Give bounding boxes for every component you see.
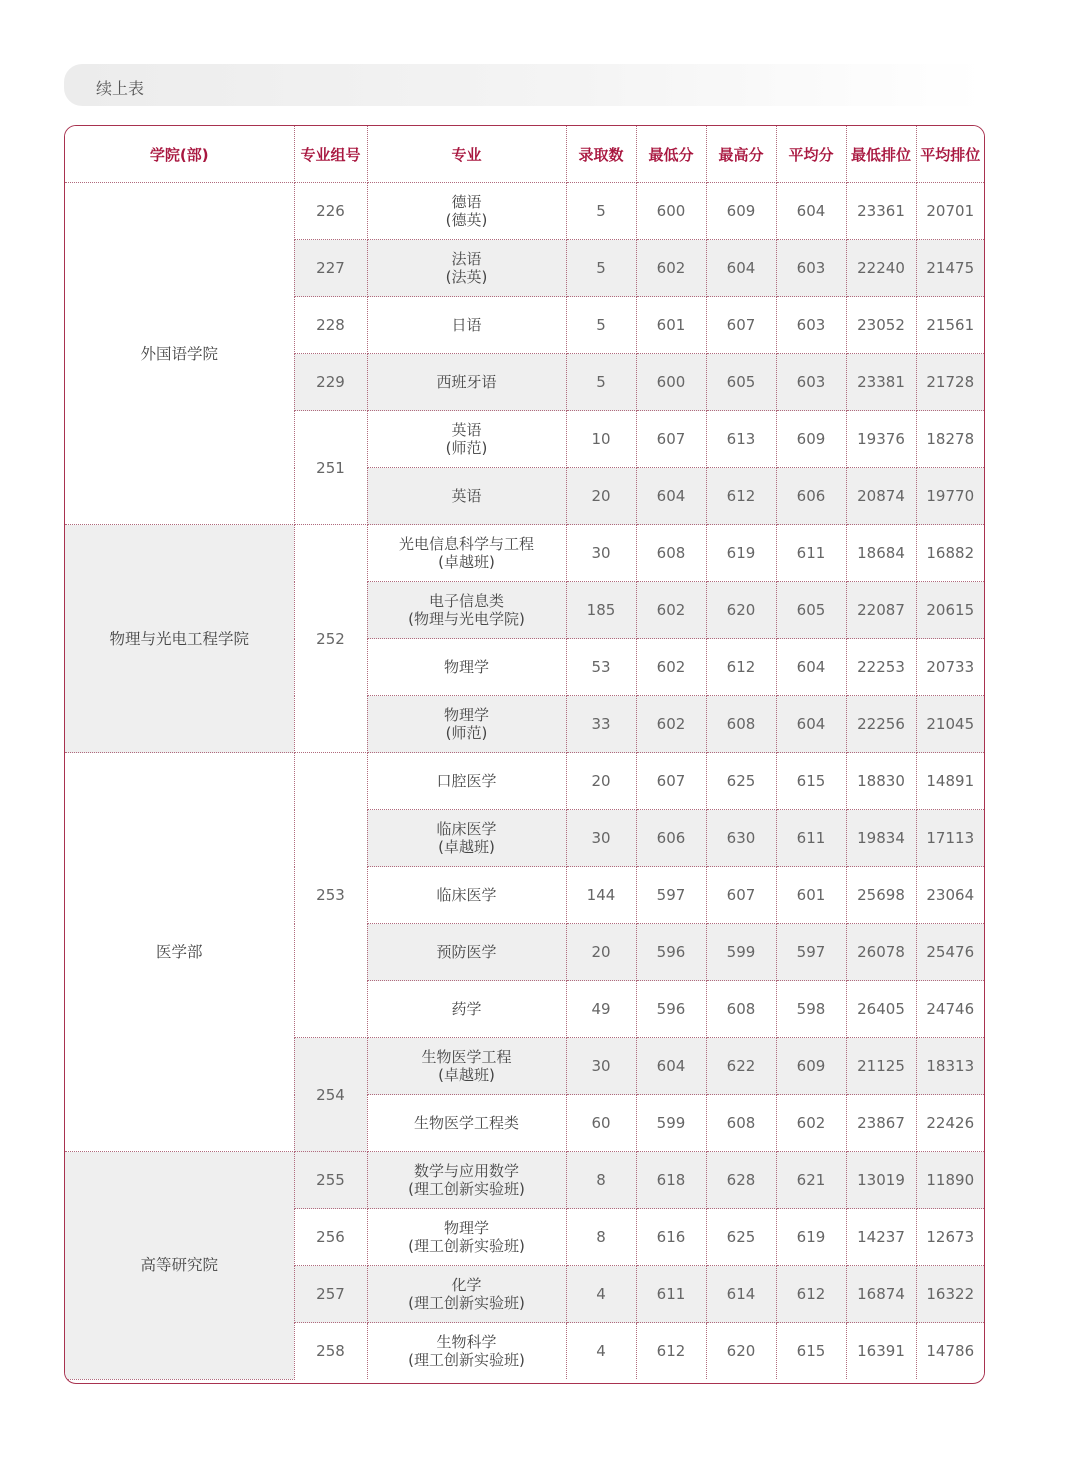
- avg-rank-cell: 20701: [916, 183, 984, 240]
- min-score-cell: 597: [636, 867, 706, 924]
- header-college: 学院(部): [65, 126, 294, 183]
- major-name: 生物医学工程类: [413, 1114, 519, 1132]
- avg-score-cell: 603: [776, 297, 846, 354]
- major-note: (理工创新实验班): [408, 1351, 525, 1369]
- avg-score-cell: 603: [776, 240, 846, 297]
- avg-rank-cell: 12673: [916, 1209, 984, 1266]
- group-cell: 251: [294, 411, 367, 525]
- major-name: 药学: [451, 1000, 482, 1018]
- major-note: (物理与光电学院): [408, 610, 525, 628]
- admit-count-cell: 5: [566, 297, 636, 354]
- group-cell: 227: [294, 240, 367, 297]
- max-score-cell: 625: [706, 1209, 776, 1266]
- min-score-cell: 606: [636, 810, 706, 867]
- min-score-cell: 601: [636, 297, 706, 354]
- avg-score-cell: 615: [776, 753, 846, 810]
- avg-score-cell: 606: [776, 468, 846, 525]
- table-body: [65, 183, 984, 1380]
- admit-count-cell: 10: [566, 411, 636, 468]
- min-rank-cell: 23361: [846, 183, 916, 240]
- min-rank-cell: 23381: [846, 354, 916, 411]
- major-name: 口腔医学: [436, 772, 497, 790]
- major-cell: [367, 696, 566, 753]
- college-cell: 医学部: [65, 753, 294, 1152]
- min-rank-cell: 18684: [846, 525, 916, 582]
- avg-rank-cell: 14891: [916, 753, 984, 810]
- group-cell: 256: [294, 1209, 367, 1266]
- major-cell: [367, 468, 566, 525]
- max-score-cell: 609: [706, 183, 776, 240]
- admit-count-cell: 20: [566, 924, 636, 981]
- major-cell: [367, 1038, 566, 1095]
- admit-count-cell: 5: [566, 354, 636, 411]
- min-rank-cell: 18830: [846, 753, 916, 810]
- major-name: 英语: [451, 421, 482, 439]
- min-score-cell: 602: [636, 696, 706, 753]
- avg-score-cell: 611: [776, 525, 846, 582]
- admit-count-cell: 8: [566, 1152, 636, 1209]
- min-score-cell: 611: [636, 1266, 706, 1323]
- avg-rank-cell: 21045: [916, 696, 984, 753]
- min-rank-cell: 22253: [846, 639, 916, 696]
- avg-rank-cell: 22426: [916, 1095, 984, 1152]
- header-avg-score: 平均分: [776, 126, 846, 183]
- group-cell: 254: [294, 1038, 367, 1152]
- min-score-cell: 604: [636, 1038, 706, 1095]
- min-rank-cell: 19834: [846, 810, 916, 867]
- avg-score-cell: 621: [776, 1152, 846, 1209]
- admit-count-cell: 185: [566, 582, 636, 639]
- major-cell: [367, 1323, 566, 1380]
- group-cell: 226: [294, 183, 367, 240]
- admit-count-cell: 30: [566, 1038, 636, 1095]
- admit-count-cell: 5: [566, 240, 636, 297]
- admit-count-cell: 4: [566, 1323, 636, 1380]
- major-name: 法语: [451, 250, 482, 268]
- major-cell: [367, 810, 566, 867]
- group-cell: 252: [294, 525, 367, 753]
- avg-score-cell: 615: [776, 1323, 846, 1380]
- major-cell: [367, 525, 566, 582]
- table-row: [65, 525, 984, 582]
- max-score-cell: 608: [706, 981, 776, 1038]
- avg-rank-cell: 17113: [916, 810, 984, 867]
- min-rank-cell: 21125: [846, 1038, 916, 1095]
- group-cell: 258: [294, 1323, 367, 1380]
- min-score-cell: 599: [636, 1095, 706, 1152]
- major-cell: [367, 867, 566, 924]
- major-note: (法英): [445, 268, 488, 286]
- admit-count-cell: 30: [566, 525, 636, 582]
- major-name: 临床医学: [436, 886, 497, 904]
- admit-count-cell: 144: [566, 867, 636, 924]
- major-note: (卓越班): [438, 838, 495, 856]
- avg-rank-cell: 20733: [916, 639, 984, 696]
- admit-count-cell: 33: [566, 696, 636, 753]
- max-score-cell: 608: [706, 696, 776, 753]
- header-avg-rank: 平均排位: [916, 126, 984, 183]
- max-score-cell: 620: [706, 582, 776, 639]
- avg-score-cell: 604: [776, 639, 846, 696]
- admit-count-cell: 30: [566, 810, 636, 867]
- major-name: 电子信息类: [428, 592, 504, 610]
- major-cell: [367, 1152, 566, 1209]
- min-rank-cell: 16874: [846, 1266, 916, 1323]
- major-name: 临床医学: [436, 820, 497, 838]
- max-score-cell: 625: [706, 753, 776, 810]
- avg-score-cell: 603: [776, 354, 846, 411]
- avg-score-cell: 605: [776, 582, 846, 639]
- min-rank-cell: 22240: [846, 240, 916, 297]
- min-rank-cell: 23052: [846, 297, 916, 354]
- table-header-row: [65, 126, 984, 183]
- avg-score-cell: 604: [776, 696, 846, 753]
- major-name: 物理学: [443, 1219, 489, 1237]
- min-rank-cell: 22256: [846, 696, 916, 753]
- admit-count-cell: 53: [566, 639, 636, 696]
- college-cell: 高等研究院: [65, 1152, 294, 1380]
- major-note: (德英): [445, 211, 488, 229]
- major-name: 西班牙语: [436, 373, 497, 391]
- major-cell: [367, 981, 566, 1038]
- min-score-cell: 602: [636, 240, 706, 297]
- min-rank-cell: 13019: [846, 1152, 916, 1209]
- major-cell: [367, 240, 566, 297]
- major-name: 光电信息科学与工程: [398, 535, 534, 553]
- min-score-cell: 602: [636, 582, 706, 639]
- continued-banner: [64, 64, 984, 106]
- avg-rank-cell: 21561: [916, 297, 984, 354]
- major-cell: [367, 582, 566, 639]
- major-note: (理工创新实验班): [408, 1294, 525, 1312]
- avg-score-cell: 609: [776, 1038, 846, 1095]
- max-score-cell: 607: [706, 297, 776, 354]
- min-rank-cell: 23867: [846, 1095, 916, 1152]
- avg-rank-cell: 14786: [916, 1323, 984, 1380]
- min-rank-cell: 20874: [846, 468, 916, 525]
- max-score-cell: 613: [706, 411, 776, 468]
- header-min-score: 最低分: [636, 126, 706, 183]
- college-cell: 物理与光电工程学院: [65, 525, 294, 753]
- avg-score-cell: 602: [776, 1095, 846, 1152]
- min-rank-cell: 14237: [846, 1209, 916, 1266]
- major-note: (师范): [445, 724, 488, 742]
- header-group: 专业组号: [294, 126, 367, 183]
- group-cell: 228: [294, 297, 367, 354]
- avg-rank-cell: 25476: [916, 924, 984, 981]
- admission-table: [64, 125, 985, 1384]
- avg-rank-cell: 19770: [916, 468, 984, 525]
- major-cell: [367, 411, 566, 468]
- admit-count-cell: 5: [566, 183, 636, 240]
- major-name: 生物医学工程: [421, 1048, 512, 1066]
- avg-score-cell: 619: [776, 1209, 846, 1266]
- avg-score-cell: 601: [776, 867, 846, 924]
- table-row: [65, 1152, 984, 1209]
- major-name: 生物科学: [436, 1333, 497, 1351]
- min-score-cell: 612: [636, 1323, 706, 1380]
- min-score-cell: 618: [636, 1152, 706, 1209]
- continued-label: 续上表: [96, 79, 145, 98]
- major-cell: [367, 354, 566, 411]
- avg-score-cell: 597: [776, 924, 846, 981]
- min-score-cell: 604: [636, 468, 706, 525]
- major-name: 物理学: [443, 706, 489, 724]
- major-note: (理工创新实验班): [408, 1237, 525, 1255]
- admit-count-cell: 20: [566, 468, 636, 525]
- major-cell: [367, 297, 566, 354]
- min-score-cell: 596: [636, 981, 706, 1038]
- max-score-cell: 599: [706, 924, 776, 981]
- group-cell: 253: [294, 753, 367, 1038]
- header-max-score: 最高分: [706, 126, 776, 183]
- admit-count-cell: 60: [566, 1095, 636, 1152]
- min-rank-cell: 22087: [846, 582, 916, 639]
- college-cell: 外国语学院: [65, 183, 294, 525]
- major-note: (理工创新实验班): [408, 1180, 525, 1198]
- min-score-cell: 616: [636, 1209, 706, 1266]
- avg-score-cell: 612: [776, 1266, 846, 1323]
- avg-score-cell: 609: [776, 411, 846, 468]
- header-major: 专业: [367, 126, 566, 183]
- avg-rank-cell: 24746: [916, 981, 984, 1038]
- table-row: [65, 753, 984, 810]
- major-name: 预防医学: [436, 943, 497, 961]
- min-score-cell: 607: [636, 753, 706, 810]
- major-cell: [367, 1209, 566, 1266]
- min-rank-cell: 25698: [846, 867, 916, 924]
- max-score-cell: 630: [706, 810, 776, 867]
- header-admit: 录取数: [566, 126, 636, 183]
- group-cell: 229: [294, 354, 367, 411]
- max-score-cell: 619: [706, 525, 776, 582]
- major-cell: [367, 1095, 566, 1152]
- avg-rank-cell: 18313: [916, 1038, 984, 1095]
- major-note: (师范): [445, 439, 488, 457]
- admit-count-cell: 4: [566, 1266, 636, 1323]
- max-score-cell: 628: [706, 1152, 776, 1209]
- avg-score-cell: 604: [776, 183, 846, 240]
- max-score-cell: 614: [706, 1266, 776, 1323]
- avg-rank-cell: 20615: [916, 582, 984, 639]
- avg-rank-cell: 21728: [916, 354, 984, 411]
- major-name: 物理学: [443, 658, 489, 676]
- min-rank-cell: 19376: [846, 411, 916, 468]
- avg-rank-cell: 11890: [916, 1152, 984, 1209]
- avg-rank-cell: 23064: [916, 867, 984, 924]
- major-name: 英语: [451, 487, 482, 505]
- major-cell: [367, 753, 566, 810]
- min-rank-cell: 26078: [846, 924, 916, 981]
- max-score-cell: 605: [706, 354, 776, 411]
- max-score-cell: 607: [706, 867, 776, 924]
- min-score-cell: 596: [636, 924, 706, 981]
- major-cell: [367, 924, 566, 981]
- max-score-cell: 608: [706, 1095, 776, 1152]
- major-name: 化学: [451, 1276, 482, 1294]
- avg-rank-cell: 18278: [916, 411, 984, 468]
- min-score-cell: 608: [636, 525, 706, 582]
- major-cell: [367, 639, 566, 696]
- avg-score-cell: 598: [776, 981, 846, 1038]
- major-cell: [367, 1266, 566, 1323]
- max-score-cell: 620: [706, 1323, 776, 1380]
- max-score-cell: 612: [706, 639, 776, 696]
- min-score-cell: 607: [636, 411, 706, 468]
- min-rank-cell: 16391: [846, 1323, 916, 1380]
- major-name: 日语: [451, 316, 482, 334]
- major-name: 德语: [451, 193, 482, 211]
- min-rank-cell: 26405: [846, 981, 916, 1038]
- major-note: (卓越班): [438, 553, 495, 571]
- table-row: [65, 183, 984, 240]
- min-score-cell: 600: [636, 354, 706, 411]
- header-min-rank: 最低排位: [846, 126, 916, 183]
- major-note: (卓越班): [438, 1066, 495, 1084]
- max-score-cell: 604: [706, 240, 776, 297]
- avg-rank-cell: 21475: [916, 240, 984, 297]
- avg-rank-cell: 16882: [916, 525, 984, 582]
- major-cell: [367, 183, 566, 240]
- admit-count-cell: 49: [566, 981, 636, 1038]
- min-score-cell: 602: [636, 639, 706, 696]
- max-score-cell: 622: [706, 1038, 776, 1095]
- min-score-cell: 600: [636, 183, 706, 240]
- avg-score-cell: 611: [776, 810, 846, 867]
- admit-count-cell: 20: [566, 753, 636, 810]
- max-score-cell: 612: [706, 468, 776, 525]
- admit-count-cell: 8: [566, 1209, 636, 1266]
- group-cell: 257: [294, 1266, 367, 1323]
- group-cell: 255: [294, 1152, 367, 1209]
- major-name: 数学与应用数学: [413, 1162, 519, 1180]
- avg-rank-cell: 16322: [916, 1266, 984, 1323]
